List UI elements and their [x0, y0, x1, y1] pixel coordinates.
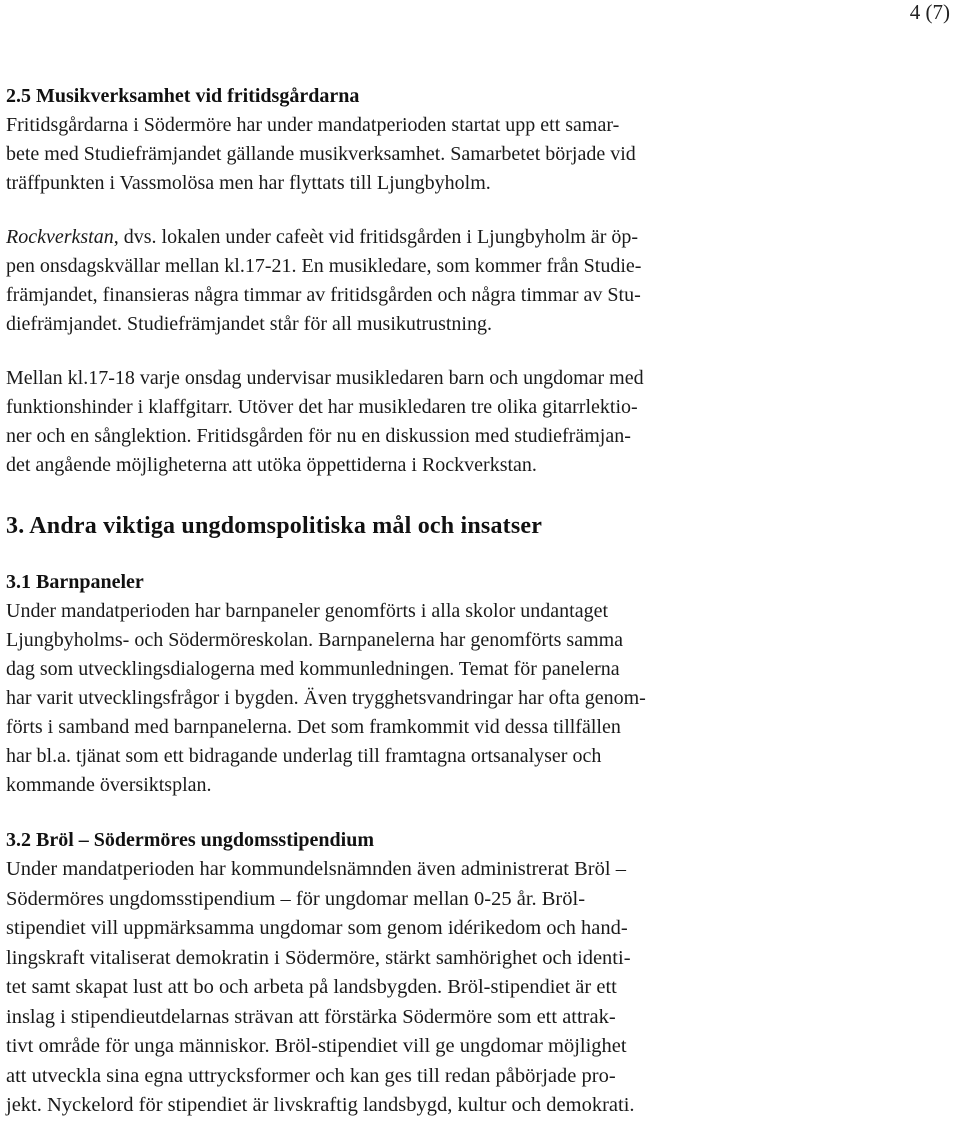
text-line: förts i samband med barnpanelerna. Det som framkommit vid dessa tillfällen — [6, 716, 621, 738]
emphasis-rockverkstan: Rockverkstan — [6, 226, 114, 248]
text-line: lingskraft vitaliserat demokratin i Södermöre, stärkt samhörighet och identi- — [6, 946, 631, 969]
text-line: det angående möjligheterna att utöka öppettiderna i Rockverkstan. — [6, 454, 537, 476]
text-line: Under mandatperioden har kommundelsnämnden även administrerat Bröl – — [6, 858, 626, 880]
section-3 — [6, 509, 950, 543]
text-line: kommande översiktsplan. — [6, 774, 212, 796]
section-3-1 — [6, 568, 950, 800]
text-line: stipendiet vill uppmärksamma ungdomar som genom idérikedom och hand- — [6, 917, 628, 939]
paragraph — [6, 111, 950, 198]
section-heading-3-1: 3.1 Barnpaneler — [6, 571, 144, 593]
text-line: Ljungbyholms- och Södermöreskolan. Barnpanelerna har genomförts samma — [6, 629, 624, 651]
text-line: har bl.a. tjänat som ett bidragande underlag till framtagna ortsanalyser och — [6, 745, 602, 767]
text-line: har varit utvecklingsfrågor i bygden. Även trygghetsvandringar har ofta genom- — [6, 687, 646, 709]
section-heading-3-2: 3.2 Bröl – Södermöres ungdomsstipendium — [6, 829, 375, 851]
text-line: tivt område för unga människor. Bröl-stipendiet vill ge ungdomar möjlighet — [6, 1035, 627, 1057]
text-line: Mellan kl.17-18 varje onsdag undervisar musikledaren barn och ungdomar med — [6, 367, 644, 389]
section-3-2 — [6, 826, 950, 1121]
text-line: Södermöres ungdomsstipendium – för ungdomar mellan 0-25 år. Bröl- — [6, 887, 586, 910]
text-line — [6, 223, 950, 252]
text-line: Fritidsgårdarna i Södermöre har under mandatperioden startat upp ett samar- — [6, 114, 620, 136]
text-line: bete med Studiefrämjandet gällande musikverksamhet. Samarbetet började vid — [6, 143, 636, 165]
text-line: funktionshinder i klaffgitarr. Utöver det har musikledaren tre olika gitarrlektio- — [6, 396, 638, 418]
text-line: att utveckla sina egna uttrycksformer och kan ges till redan påbörjade pro- — [6, 1064, 616, 1087]
text-line: inslag i stipendieutdelarnas strävan att förstärka Södermöre som ett attrak- — [6, 1005, 616, 1028]
text-line: dag som utvecklingsdialogerna med kommunledningen. Temat för panelerna — [6, 658, 620, 680]
text-line: pen onsdagskvällar mellan kl.17-21. En musikledare, som kommer från Studie- — [6, 255, 642, 277]
text-line: främjandet, finansieras några timmar av fritidsgården och några timmar av Stu- — [6, 284, 641, 306]
text-line: träffpunkten i Vassmolösa men har flyttats till Ljungbyholm. — [6, 172, 491, 194]
section-heading-3: 3. Andra viktiga ungdomspolitiska mål och insatser — [6, 513, 543, 539]
text-line: ner och en sånglektion. Fritidsgården för nu en diskussion med studiefrämjan- — [6, 425, 631, 447]
section-2-5 — [6, 82, 950, 198]
text-line: jekt. Nyckelord för stipendiet är livskraftig landsbygd, kultur och demokrati. — [6, 1094, 635, 1116]
text-line: Under mandatperioden har barnpaneler genomförts i alla skolor undantaget — [6, 600, 609, 622]
text-line: diefrämjandet. Studiefrämjandet står för all musikutrustning. — [6, 313, 492, 335]
text-run: , dvs. lokalen under cafeèt vid fritidsgården i Ljungbyholm är öp- — [113, 226, 639, 248]
text-line: tet samt skapat lust att bo och arbeta på landsbygden. Bröl-stipendiet är ett — [6, 976, 617, 998]
page-number: 4 (7) — [909, 0, 950, 24]
paragraph-mellan — [6, 364, 950, 480]
section-heading-2-5: 2.5 Musikverksamhet vid fritidsgårdarna — [6, 85, 360, 107]
paragraph-rockverkstan — [6, 223, 950, 339]
